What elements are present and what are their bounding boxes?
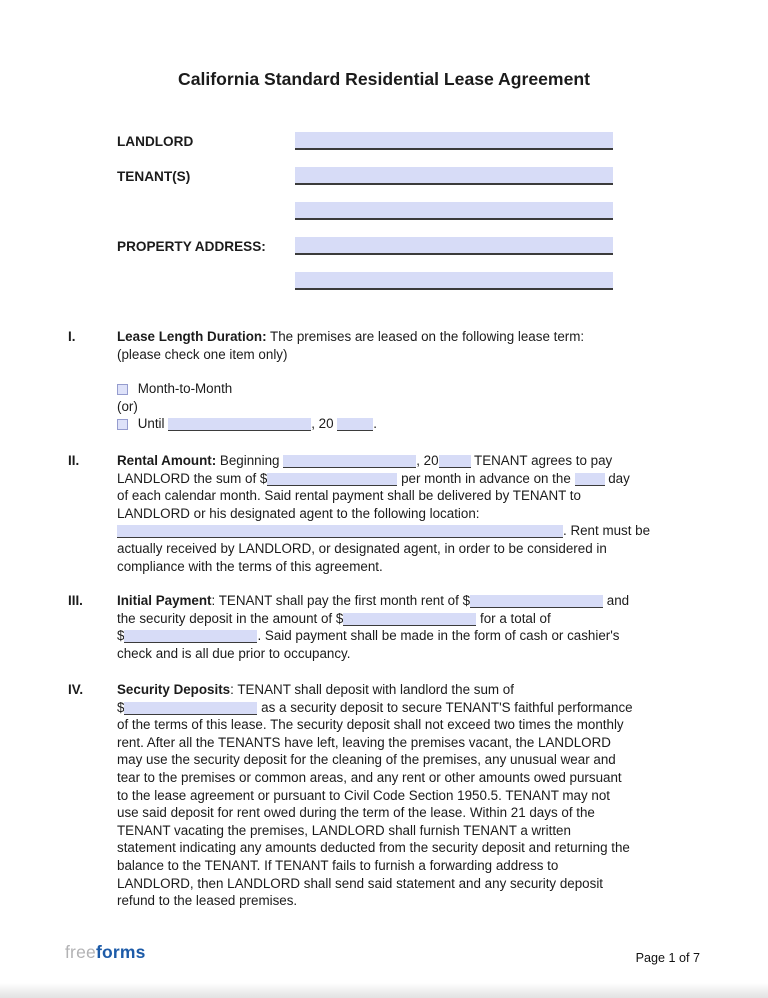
party-fields xyxy=(117,132,613,307)
month-to-month-checkbox[interactable] xyxy=(117,384,128,395)
tenant-names-field-2-row xyxy=(117,202,613,220)
section-body: Rental Amount: Beginning , 20 TENANT agrees to pay LANDLORD the sum of $ per month in advance on the day of each calendar month. Said rental payment shall be delivered by TENANT to LANDLORD or his designated agent to the following location: . Rent must be actually received by LANDLORD, or designated agent, in order to be considered in compliance with the terms of this agreement. xyxy=(117,453,651,574)
section-ii xyxy=(0,452,768,575)
first-month-rent-blank[interactable] xyxy=(470,595,603,608)
tenant-names-field[interactable] xyxy=(295,167,613,185)
section-heading: Lease Length Duration: xyxy=(117,329,267,344)
total-payment-blank[interactable] xyxy=(124,630,257,643)
section-numeral: II. xyxy=(68,453,80,468)
page-bottom-shade xyxy=(0,983,768,998)
section-heading: Security Deposits xyxy=(117,682,231,697)
payment-location-blank[interactable] xyxy=(117,525,563,538)
monthly-rent-blank[interactable] xyxy=(267,473,397,486)
section-body: Initial Payment: TENANT shall pay the first month rent of $ and the security deposit in the amount of $ for a total of $ . Said payment shall be made in the form of cash or cashier's check and is all due prior to occupancy. xyxy=(117,593,630,661)
property-address-field[interactable] xyxy=(295,237,613,255)
until-date-blank[interactable] xyxy=(168,418,311,431)
section-body: Security Deposits: TENANT shall deposit with landlord the sum of $ as a security deposit to secure TENANT'S faithful performance of the terms of this lease. The security deposit shall not exceed two times the monthly rent. After all the TENANTS have left, leaving the premises vacant, the LANDLORD may use the security deposit for the cleaning of the premises, any unusual wear and tear to the premises or common areas, and any rent or other amounts owed pursuant to the lease agreement or pursuant to Civil Code Section 1950.5. TENANT may not use said deposit for rent owed during the term of the lease. Within 21 days of the TENANT vacating the premises, LANDLORD shall furnish TENANT a written statement indicating any amounts deducted from the security deposit and returning the balance to the TENANT. If TENANT fails to furnish a forwarding address to LANDLORD, then LANDLORD shall send said statement and any security deposit refund to the leased premises. xyxy=(117,682,633,909)
section-body: Lease Length Duration: The premises are leased on the following lease term: (please check one item only) Month-to-Month (or) Until , 20 . xyxy=(117,328,737,433)
rent-due-day-blank[interactable] xyxy=(575,473,605,486)
section-iii xyxy=(0,592,768,662)
property-address-field-row xyxy=(117,237,613,255)
field-label: PROPERTY ADDRESS: xyxy=(117,239,266,254)
section-numeral: III. xyxy=(68,593,83,608)
tenant-names-field-2[interactable] xyxy=(295,202,613,220)
freeforms-logo xyxy=(65,944,146,962)
section-numeral: I. xyxy=(68,329,76,344)
section-numeral: IV. xyxy=(68,682,84,697)
property-address-field-2[interactable] xyxy=(295,272,613,290)
spacer xyxy=(117,363,737,380)
page-indicator: Page 1 of 7 xyxy=(635,951,700,965)
section-iv xyxy=(0,681,768,910)
tenant-names-field-row xyxy=(117,167,613,185)
begin-date-blank[interactable] xyxy=(283,455,416,468)
until-year-blank[interactable] xyxy=(337,418,373,431)
document-title: California Standard Residential Lease Agreement xyxy=(178,69,590,89)
landlord-name-field-row xyxy=(117,132,613,150)
section-i xyxy=(0,328,768,433)
property-address-field-2-row xyxy=(117,272,613,290)
security-deposit-sum-blank[interactable] xyxy=(124,702,257,715)
until-checkbox[interactable] xyxy=(117,419,128,430)
section-heading: Initial Payment xyxy=(117,593,212,608)
landlord-name-field[interactable] xyxy=(295,132,613,150)
section-heading: Rental Amount: xyxy=(117,453,217,468)
brand-forms-text: forms xyxy=(95,942,146,962)
field-label: TENANT(S) xyxy=(117,169,191,184)
field-label: LANDLORD xyxy=(117,134,194,149)
begin-year-blank[interactable] xyxy=(439,455,471,468)
brand-free-text: free xyxy=(65,942,96,962)
security-deposit-amount-blank[interactable] xyxy=(343,613,476,626)
